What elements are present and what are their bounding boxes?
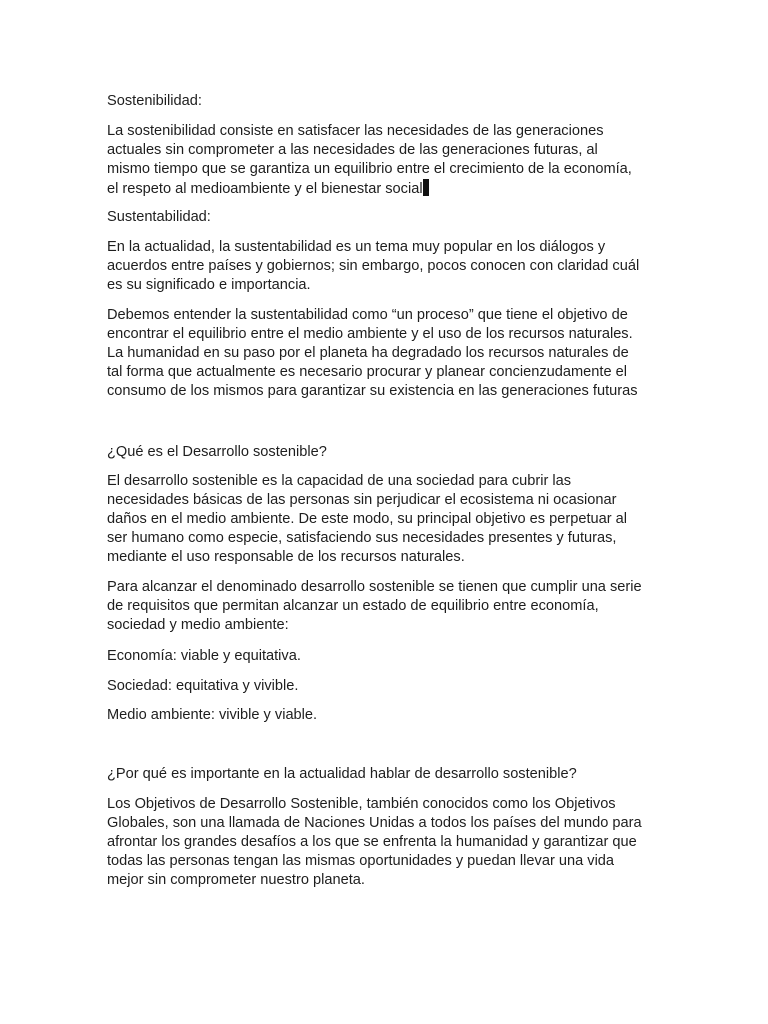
paragraph-line: La humanidad en su paso por el planeta ha degradado los recursos naturales de xyxy=(107,345,629,362)
heading-sostenibilidad xyxy=(107,92,667,111)
requisito-sociedad xyxy=(107,677,667,696)
paragraph-line: todas las personas tengan las mismas oportunidades y puedan llevar una vida xyxy=(107,853,615,870)
paragraph-desarrollo-2 xyxy=(107,578,667,635)
paragraph-line: afrontar los grandes desafíos a los que se enfrenta la humanidad y garantizar que xyxy=(107,834,637,851)
paragraph-line: consumo de los mismos para garantizar su existencia en las generaciones futuras xyxy=(107,383,638,400)
paragraph-sostenibilidad xyxy=(107,122,667,199)
question-desarrollo xyxy=(107,443,667,462)
paragraph-line: de requisitos que permitan alcanzar un estado de equilibrio entre economía, xyxy=(107,598,599,615)
paragraph-sustentabilidad-1 xyxy=(107,238,667,295)
paragraph-importancia xyxy=(107,795,667,890)
paragraph-line: el respeto al medioambiente y el bienestar social xyxy=(107,181,423,198)
paragraph-line: La sostenibilidad consiste en satisfacer las necesidades de las generaciones xyxy=(107,123,604,139)
heading-sustentabilidad xyxy=(107,208,667,227)
paragraph-line-with-cursor xyxy=(107,179,667,199)
paragraph-line: encontrar el equilibrio entre el medio ambiente y el uso de los recursos naturales. xyxy=(107,326,633,343)
paragraph-line: es su significado e importancia. xyxy=(107,277,311,294)
paragraph-line: acuerdos entre países y gobiernos; sin embargo, pocos conocen con claridad cuál xyxy=(107,258,640,275)
requisito-economia xyxy=(107,647,667,666)
paragraph-line: tal forma que actualmente es necesario procurar y planear concienzudamente el xyxy=(107,364,627,381)
paragraph-line: mediante el uso responsable de los recursos naturales. xyxy=(107,549,465,566)
paragraph-line: mismo tiempo que se garantiza un equilibrio entre el crecimiento de la economía, xyxy=(107,161,632,178)
paragraph-desarrollo-1 xyxy=(107,472,667,567)
paragraph-line: En la actualidad, la sustentabilidad es un tema muy popular en los diálogos y xyxy=(107,239,606,255)
paragraph-line: mejor sin comprometer nuestro planeta. xyxy=(107,872,365,889)
question-importancia xyxy=(107,765,667,784)
paragraph-line: Para alcanzar el denominado desarrollo sostenible se tienen que cumplir una serie xyxy=(107,579,642,595)
heading-text: Sostenibilidad: xyxy=(107,93,202,109)
list-item: Medio ambiente: vivible y viable. xyxy=(107,707,318,723)
paragraph-line: Los Objetivos de Desarrollo Sostenible, también conocidos como los Objetivos xyxy=(107,796,616,812)
heading-text: Sustentabilidad: xyxy=(107,209,211,225)
list-item: Sociedad: equitativa y vivible. xyxy=(107,678,299,694)
paragraph-line: necesidades básicas de las personas sin perjudicar el ecosistema ni ocasionar xyxy=(107,492,617,509)
paragraph-line: ser humano como especie, satisfaciendo sus necesidades presentes y futuras, xyxy=(107,530,617,547)
paragraph-line: Globales, son una llamada de Naciones Unidas a todos los países del mundo para xyxy=(107,815,642,832)
paragraph-line: actuales sin comprometer a las necesidades de las generaciones futuras, al xyxy=(107,142,598,159)
paragraph-line: Debemos entender la sustentabilidad como “un proceso” que tiene el objetivo de xyxy=(107,307,628,323)
paragraph-line: El desarrollo sostenible es la capacidad de una sociedad para cubrir las xyxy=(107,473,572,489)
text-cursor[interactable] xyxy=(423,179,429,196)
heading-text: ¿Por qué es importante en la actualidad hablar de desarrollo sostenible? xyxy=(107,766,577,782)
paragraph-line: sociedad y medio ambiente: xyxy=(107,617,289,634)
paragraph-sustentabilidad-2 xyxy=(107,306,667,401)
heading-text: ¿Qué es el Desarrollo sostenible? xyxy=(107,444,327,460)
list-item: Economía: viable y equitativa. xyxy=(107,648,301,664)
requisito-medio-ambiente xyxy=(107,706,667,725)
paragraph-line: daños en el medio ambiente. De este modo, su principal objetivo es perpetuar al xyxy=(107,511,628,528)
